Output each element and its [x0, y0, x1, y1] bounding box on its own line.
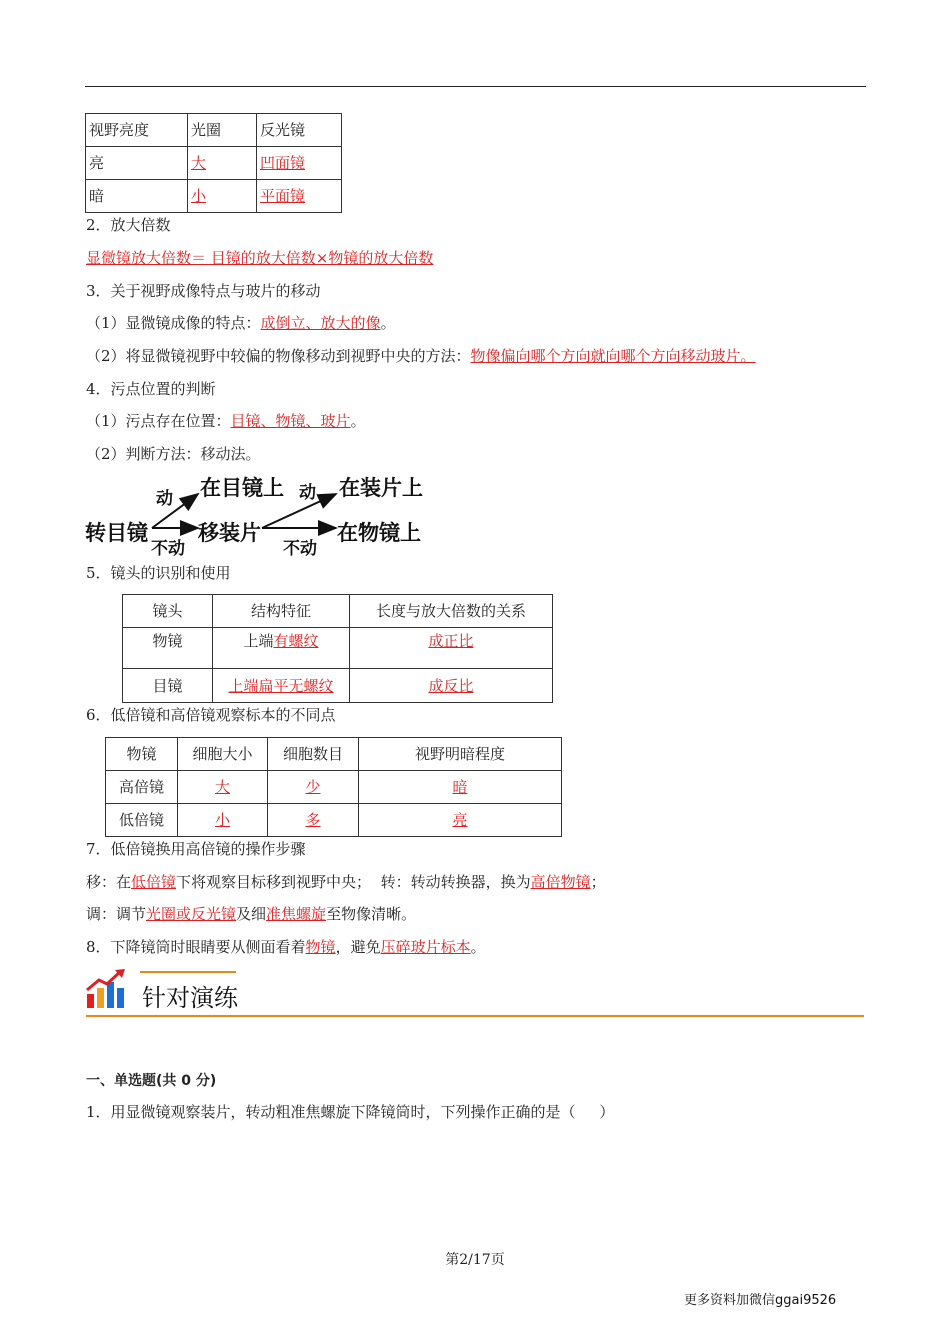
answer-text: 准焦螺旋	[266, 905, 327, 923]
answer-text: 凹面镜	[260, 154, 306, 172]
answer-text: 小	[214, 811, 230, 829]
table6-header: 物镜	[106, 738, 178, 771]
answer-text: 物镜	[305, 938, 336, 956]
paragraph: （2）判断方法：移动法。	[86, 445, 261, 463]
answer-text: 成反比	[428, 676, 474, 695]
answer-text: 平面镜	[260, 187, 306, 205]
table5-header: 镜头	[123, 595, 213, 628]
answer-text: 有螺纹	[273, 632, 319, 650]
table6-header: 细胞数目	[268, 738, 359, 771]
lens-table: 镜头 结构特征 长度与放大倍数的关系 物镜 上端有螺纹 成正比 目镜 上端扁平无螺纹 成反比	[122, 594, 553, 703]
table6-cell: 高倍镜	[106, 771, 178, 804]
answer-text: 目镜、物镜、玻片	[230, 412, 351, 430]
quiz-section-title: 一、单选题(共 0 分)	[86, 1073, 217, 1089]
paragraph: （1）显微镜成像的特点：成倒立、放大的像。	[86, 314, 396, 332]
paragraph: 调：调节光圈或反光镜及细准焦螺旋至物像清晰。	[86, 905, 417, 923]
table6-header: 视野明暗程度	[359, 738, 562, 771]
footer-note: 更多资料加微信ggai9526	[684, 1293, 837, 1308]
banner-underline	[86, 1015, 864, 1017]
objective-comparison-table	[105, 737, 562, 837]
paragraph: （2）将显微镜视野中较偏的物像移动到视野中央的方法：物像偏向哪个方向就向哪个方向移动玻片。	[86, 347, 756, 365]
diagram-result: 在物镜上	[337, 521, 421, 545]
paragraph: 移：在低倍镜下将观察目标移到视野中央； 转：转动转换器，换为高倍物镜；	[86, 873, 606, 891]
section-heading: 2．放大倍数	[86, 216, 171, 234]
diagram-label-notmove: 不动	[283, 539, 317, 559]
table5-header: 长度与放大倍数的关系	[350, 595, 553, 628]
answer-text: 低倍镜	[131, 873, 177, 891]
section-heading: 7．低倍镜换用高倍镜的操作步骤	[86, 840, 306, 858]
table1-header: 视野亮度	[86, 114, 188, 147]
brightness-table	[85, 113, 342, 213]
section-heading: 3．关于视野成像特点与玻片的移动	[86, 282, 321, 300]
answer-text: 高倍物镜	[530, 873, 591, 891]
table6-header: 细胞大小	[178, 738, 268, 771]
answer-text: 压碎玻片标本	[380, 938, 471, 956]
diagram-result: 在装片上	[339, 476, 423, 500]
diagram-result: 在目镜上	[200, 476, 284, 500]
answer-text: 成正比	[428, 632, 474, 650]
section-heading: 5．镜头的识别和使用	[86, 564, 231, 582]
section-heading: 4．污点位置的判断	[86, 380, 216, 398]
banner-title: 针对演练	[142, 984, 238, 1012]
table5-header: 结构特征	[213, 595, 350, 628]
section-heading: 6．低倍镜和高倍镜观察标本的不同点	[86, 706, 336, 724]
table5-cell: 物镜	[123, 628, 213, 669]
table6-cell: 低倍镜	[106, 804, 178, 837]
diagram-label-notmove: 不动	[151, 539, 185, 559]
answer-text: 成倒立、放大的像	[260, 314, 381, 332]
answer-text: 暗	[452, 778, 468, 796]
bar-chart-icon	[85, 968, 129, 1010]
answer-text: 少	[305, 778, 321, 796]
answer-text: 亮	[452, 811, 468, 829]
header-rule	[85, 86, 866, 87]
answer-text: 光圈或反光镜	[146, 905, 237, 923]
table1-cell: 暗	[86, 180, 188, 213]
banner-accent-line	[140, 971, 236, 973]
diagram-label-move: 动	[156, 489, 173, 509]
answer-text: 大	[214, 778, 230, 796]
answer-text: 小	[191, 187, 207, 205]
paragraph: 8．下降镜筒时眼睛要从侧面看着物镜，避免压碎玻片标本。	[86, 938, 486, 956]
diagram-middle: 移装片	[198, 521, 261, 545]
paragraph: （1）污点存在位置：目镜、物镜、玻片。	[86, 412, 366, 430]
table5-cell: 目镜	[123, 669, 213, 703]
diagram-start: 转目镜	[85, 521, 148, 545]
magnification-formula: 显微镜放大倍数＝ 目镜的放大倍数×物镜的放大倍数	[86, 249, 434, 267]
question-text: 1．用显微镜观察装片，转动粗准焦螺旋下降镜筒时，下列操作正确的是（ ）	[86, 1103, 615, 1121]
answer-text: 上端扁平无螺纹	[228, 676, 334, 695]
answer-text: 物像偏向哪个方向就向哪个方向移动玻片。	[470, 347, 756, 365]
page-number: 第2/17页	[445, 1252, 505, 1268]
answer-text: 多	[305, 811, 321, 829]
table1-header: 光圈	[188, 114, 257, 147]
table1-header: 反光镜	[257, 114, 342, 147]
table1-cell: 亮	[86, 147, 188, 180]
answer-text: 大	[191, 154, 207, 172]
diagram-label-move: 动	[299, 483, 316, 503]
